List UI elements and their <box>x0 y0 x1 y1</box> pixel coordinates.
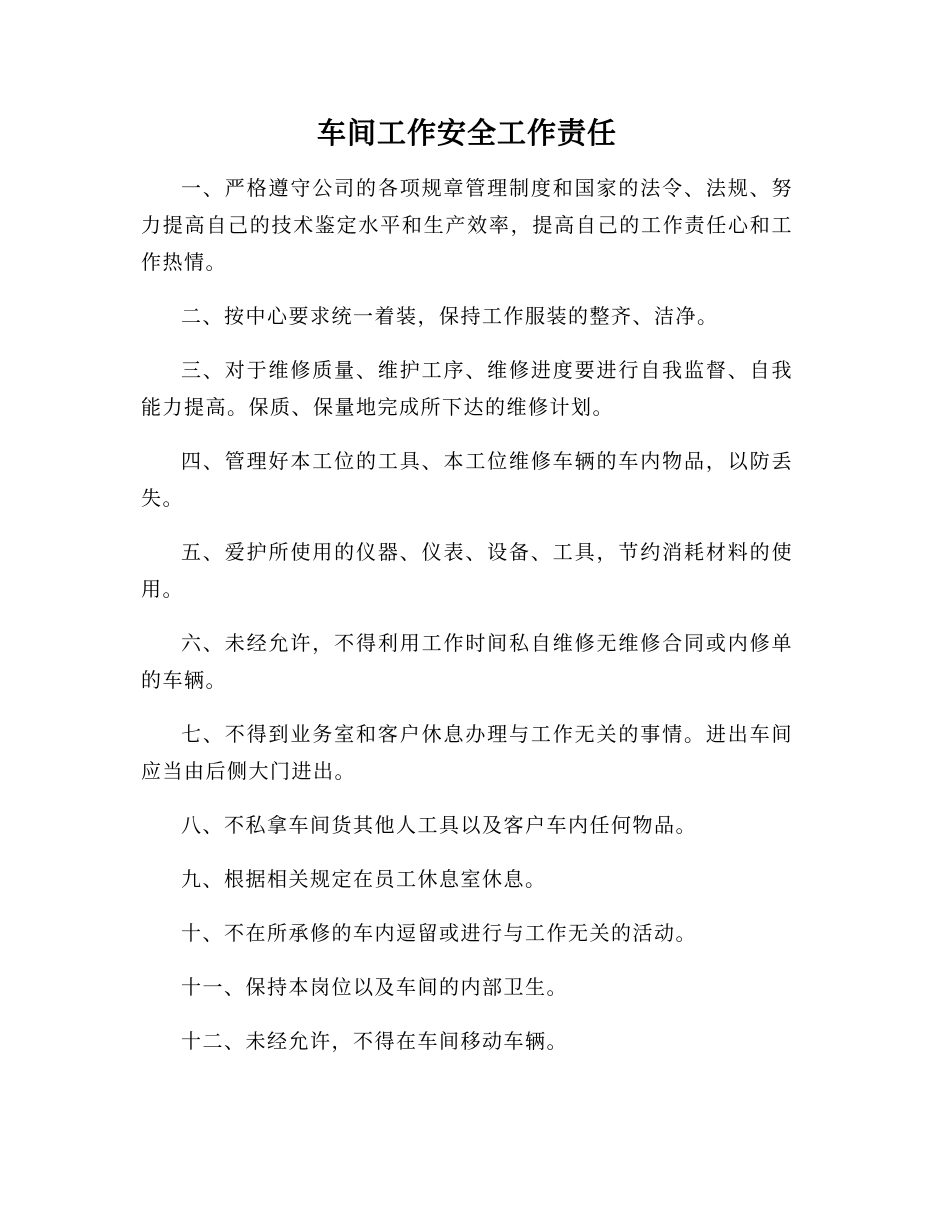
clause-4: 四、管理好本工位的工具、本工位维修车辆的车内物品，以防丢失。 <box>141 449 793 510</box>
clause-list <box>141 170 793 1060</box>
clause-11: 十一、保持本岗位以及车间的内部卫生。 <box>181 975 568 999</box>
document-title: 车间工作安全工作责任 <box>316 116 617 150</box>
clause-8: 八、不私拿车间货其他人工具以及客户车内任何物品。 <box>181 813 697 837</box>
clause-5: 五、爱护所使用的仪器、仪表、设备、工具，节约消耗材料的使用。 <box>141 540 793 601</box>
clause-3: 三、对于维修质量、维护工序、维修进度要进行自我监督、自我能力提高。保质、保量地完成所下达的维修计划。 <box>141 358 793 419</box>
clause-7: 七、不得到业务室和客户休息办理与工作无关的事情。进出车间应当由后侧大门进出。 <box>141 722 793 783</box>
clause-6: 六、未经允许，不得利用工作时间私自维修无维修合同或内修单的车辆。 <box>141 631 793 692</box>
clause-12: 十二、未经允许，不得在车间移动车辆。 <box>181 1029 568 1053</box>
document-page <box>141 110 793 1077</box>
clause-2: 二、按中心要求统一着装，保持工作服装的整齐、洁净。 <box>181 304 719 328</box>
clause-1: 一、严格遵守公司的各项规章管理制度和国家的法令、法规、努力提高自己的技术鉴定水平和生产效率，提高自己的工作责任心和工作热情。 <box>141 176 793 274</box>
clause-10: 十、不在所承修的车内逗留或进行与工作无关的活动。 <box>181 921 697 945</box>
clause-9: 九、根据相关规定在员工休息室休息。 <box>181 867 547 891</box>
